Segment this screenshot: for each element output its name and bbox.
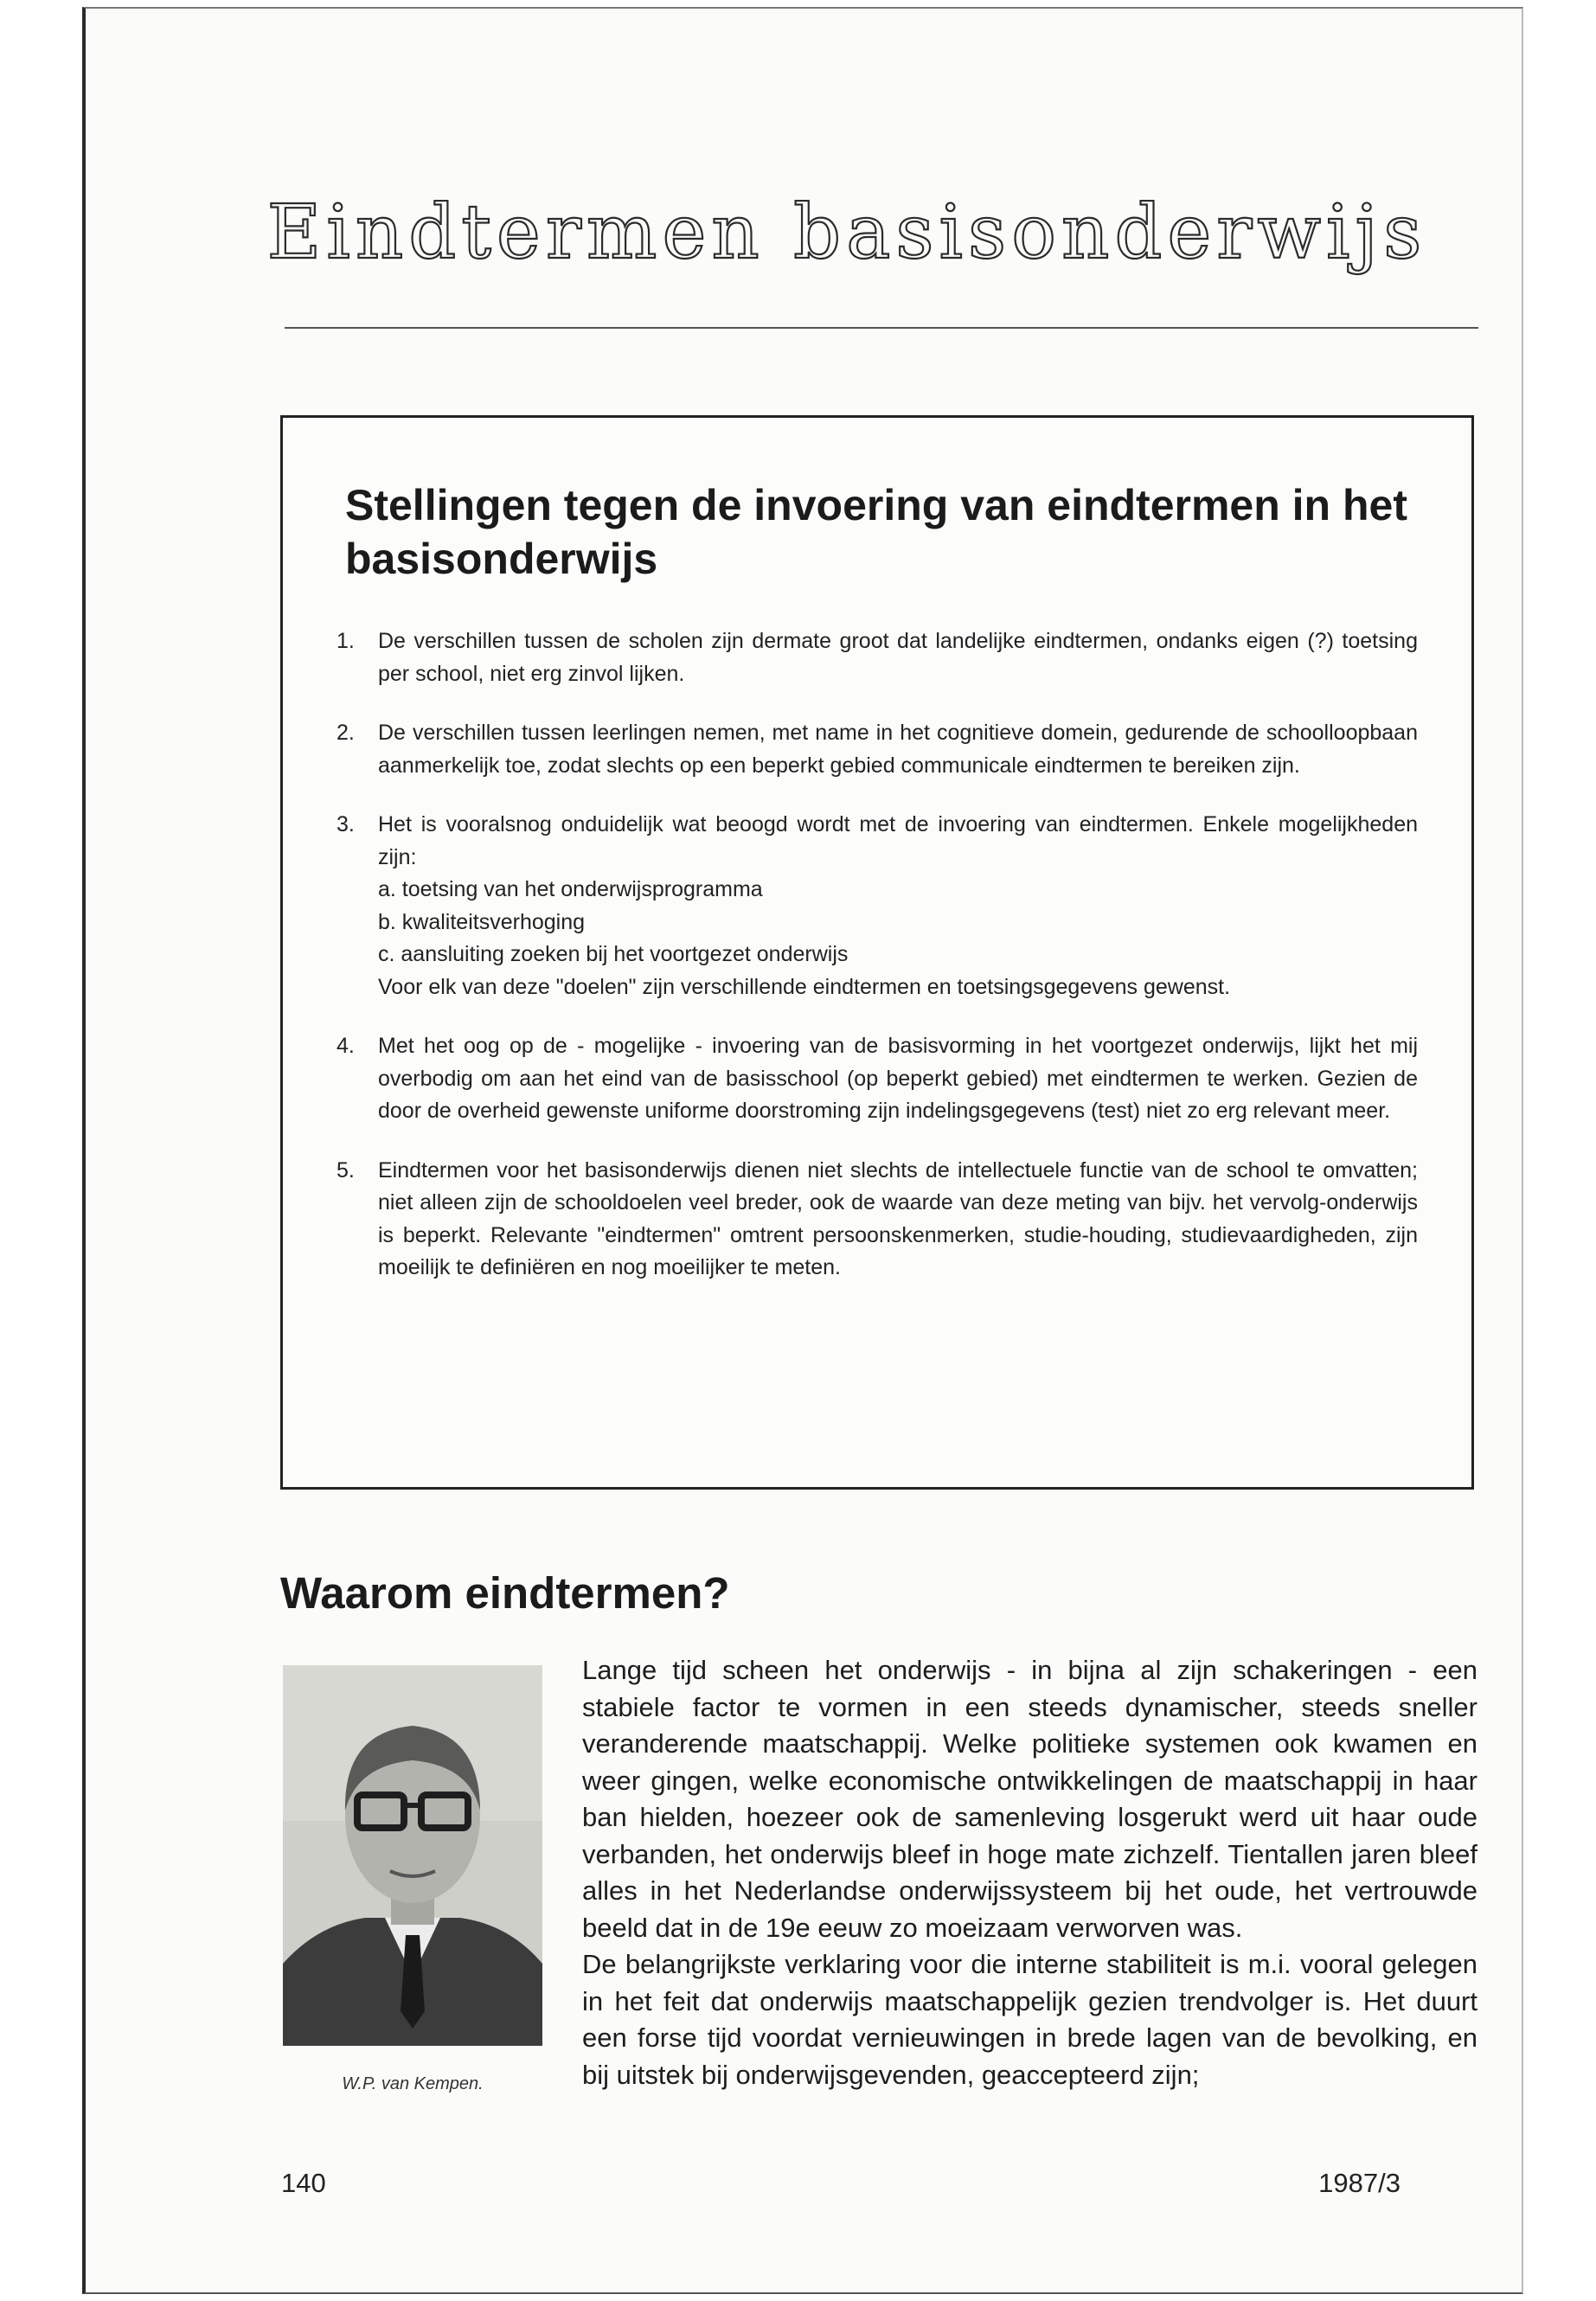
statement-number: 4. bbox=[337, 1034, 355, 1058]
statement-number: 3. bbox=[337, 812, 355, 836]
statement-text: Het is vooralsnog onduidelijk wat beoogd wordt met de invoering van eindtermen. Enkele mogelijkheden zijn: bbox=[378, 812, 1418, 869]
statement-item bbox=[337, 1155, 1418, 1285]
page-number: 140 bbox=[281, 2168, 326, 2198]
header-title bbox=[207, 182, 1487, 285]
photo-caption: W.P. van Kempen. bbox=[342, 2074, 484, 2093]
statement-item bbox=[337, 809, 1418, 1003]
statement-text: De verschillen tussen de scholen zijn dermate groot dat landelijke eindtermen, ondanks eigen (?) toetsing per school, niet erg zinvol lijken. bbox=[378, 629, 1418, 686]
statement-item bbox=[337, 625, 1418, 690]
article-title: Waarom eindtermen? bbox=[280, 1568, 730, 1618]
author-photo bbox=[283, 1665, 542, 2046]
article-paragraph: Lange tijd scheen het onderwijs - in bijna al zijn schakeringen - een stabiele factor te vormen in een steeds dynamischer, steeds sneller veranderende maatschappij. Welke politieke systemen ook kwamen en weer gingen, welke economische ontwikkelingen de maatschappij in haar ban hielden, hoezeer ook de samenleving losgerukt werd uit haar oude verbanden, het onderwijs bleef in hoge mate zichzelf. Tientallen jaren bleef alles in het Nederlandse onderwijssysteem bij het oude, het vertrouwde beeld dat in de 19e eeuw zo moeizaam verworven was. bbox=[582, 1655, 1477, 1943]
statement-number: 1. bbox=[337, 629, 355, 653]
header-title-text: Eindtermen basisonderwijs bbox=[266, 189, 1427, 276]
statement-option: b. kwaliteitsverhoging bbox=[378, 909, 586, 934]
statement-number: 5. bbox=[337, 1157, 355, 1183]
header-divider bbox=[285, 327, 1478, 329]
statement-item bbox=[337, 1030, 1418, 1128]
statement-text: Met het oog op de - mogelijke - invoering van de basisvorming in het voortgezet onderwijs, lijkt het mij overbodig om aan het eind van de basisschool (op beperkt gebied) met eindtermen te werken. Gezien de door de overheid gewenste uniforme doorstroming zijn indelingsgegevens (test) niet zo erg relevant meer. bbox=[378, 1034, 1418, 1123]
issue-number: 1987/3 bbox=[1318, 2168, 1401, 2198]
article-paragraph: De belangrijkste verklaring voor die interne stabiliteit is m.i. vooral gelegen in het feit dat onderwijs maatschappelijk gezien trendvolger is. Het duurt een forse tijd voordat vernieuwingen in brede lagen van de bevolking, en bij uitstek bij onderwijsgevenden, geaccepteerd zijn; bbox=[582, 1949, 1477, 2090]
statement-number: 2. bbox=[337, 721, 355, 745]
statement-closing: Voor elk van deze "doelen" zijn verschillende eindtermen en toetsingsgegevens gewenst. bbox=[378, 974, 1231, 999]
page-sheet bbox=[82, 7, 1523, 2294]
statement-text: Eindtermen voor het basisonderwijs dienen niet slechts de intellectuele functie van de school te omvatten; niet alleen zijn de schooldoelen veel breder, ook de waarde van deze meting van bijv. het vervolg-onderwijs is beperkt. Relevante "eindtermen" omtrent persoonskenmerken, studie-houding, studievaardigheden, zijn moeilijk te definiëren en nog moeilijker te meten. bbox=[378, 1157, 1418, 1279]
statement-item bbox=[337, 717, 1418, 782]
author-portrait-image bbox=[283, 1665, 542, 2046]
article-body bbox=[582, 1652, 1477, 2093]
box-title: Stellingen tegen de invoering van eindtermen in het basisonderwijs bbox=[345, 481, 1407, 583]
statements-box bbox=[280, 415, 1474, 1490]
statement-option: c. aansluiting zoeken bij het voortgezet onderwijs bbox=[378, 942, 849, 966]
statements-list bbox=[337, 625, 1418, 1311]
statement-text: De verschillen tussen leerlingen nemen, met name in het cognitieve domein, gedurende de schoolloopbaan aanmerkelijk toe, zodat slechts op een beperkt gebied communicale eindtermen te bereiken zijn. bbox=[378, 721, 1418, 778]
statement-option: a. toetsing van het onderwijsprogramma bbox=[378, 877, 763, 901]
